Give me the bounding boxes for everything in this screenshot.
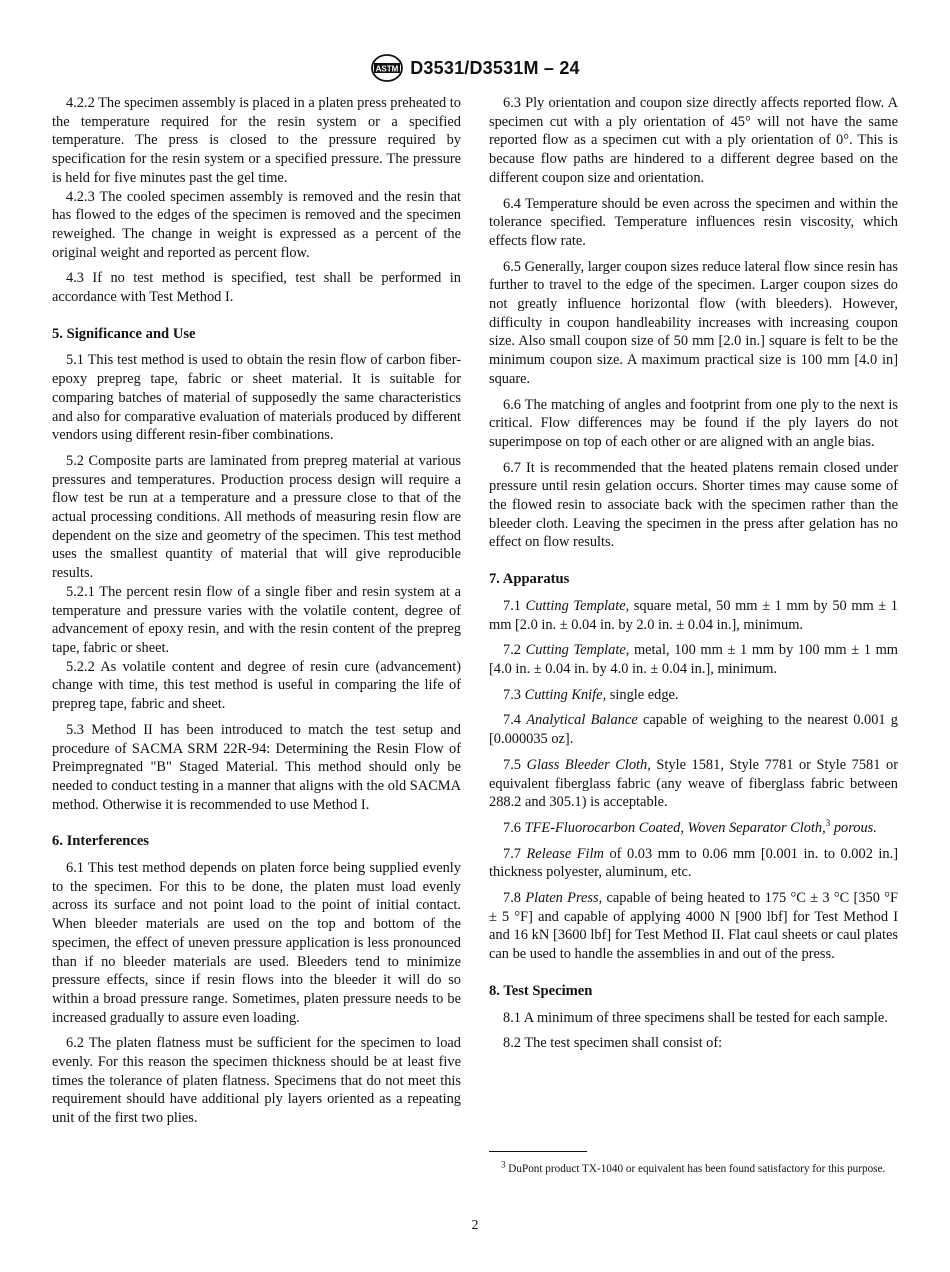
section-7-5: 7.5 Glass Bleeder Cloth, Style 1581, Style 7781 or Style 7581 or equivalent fiberglass fabric (any weave of fiberglass fabric between 288.2 and 305.1) is acceptable. <box>489 756 899 811</box>
section-5-2-1: 5.2.1 The percent resin flow of a single fiber and resin system at a temperature and pressure varies with the volatile content, degree of advancement of epoxy resin, and with the resin content of the prepreg tape, fabric or sheet. <box>52 583 461 656</box>
heading-test-specimen: 8. Test Specimen <box>489 982 593 999</box>
footnote: $^3$ DuPont product TX-1040 or equivalent has been found satisfactory for this purpose. <box>501 1159 886 1175</box>
term-release-film: Release Film <box>526 845 604 862</box>
term-glass-bleeder-cloth: Glass Bleeder Cloth, <box>526 756 651 773</box>
section-6-3: 6.3 Ply orientation and coupon size directly affects reported flow. A specimen cut with a ply orientation of 45° will not have the same reported flow as a specimen cut with a ply orientation of 0°. This is because flow paths are hindered to a different degree based on the different coupon size and orientation. <box>489 95 898 186</box>
astm-logo-icon <box>370 53 404 83</box>
section-7-3: 7.3 Cutting Knife, single edge. <box>503 686 679 703</box>
section-8-1: 8.1 A minimum of three specimens shall be tested for each sample. <box>503 1009 888 1026</box>
left-column <box>52 94 461 1128</box>
footnote-reference[interactable]: 3 <box>825 818 831 829</box>
section-5-2: 5.2 Composite parts are laminated from prepreg material at various pressures and temperatures. Production process design will require a flow test be run at a temperature and a pressure close to that of the actual processing conditions. All methods of measuring resin flow are dependent on the size and geometry of the specimen. This test method uses the smallest quantity of material that will give reproducible results. <box>52 452 461 582</box>
footnote-divider <box>489 1151 587 1152</box>
section-5-3: 5.3 Method II has been introduced to match the test setup and procedure of SACMA SRM 22R-94: Determining the Resin Flow of Preimpregnated "B" Staged Material. This method should only be needed to conduct testing in a manner that aligns with the old SACMA method. Otherwise it is recommended to use Method I. <box>52 721 461 813</box>
section-8-2: 8.2 The test specimen shall consist of: <box>503 1035 723 1052</box>
term-separator-cloth: TFE-Fluorocarbon Coated, Woven Separator Cloth, <box>524 819 826 836</box>
section-6-5: 6.5 Generally, larger coupon sizes reduce lateral flow since resin has further to travel to the edge of the specimen. Larger coupon sizes do not greatly influence horizontal flow (with bleeders). However, difficulty in coupon handleability increases with increasing coupon size. Also small coupon size of 50 mm [2.0 in.] square is felt to be the minimum coupon size. A maximum practical size is 100 mm [4.0 in] square. <box>489 258 898 387</box>
heading-apparatus: 7. Apparatus <box>489 571 570 588</box>
section-6-1: 6.1 This test method depends on platen force being supplied evenly to the specimen. For this to be done, the platen must load evenly across its surface and not point load to the point of initial contact. When bleeder materials are used on the top and bottom of the specimen, the effect of uneven pressure application is less pronounced than if no bleeder materials are used. Bleeders tend to minimize pressure effects, since if resin flows into the bleeder it will do so within a broad pressure range. Sometimes, platen pressure needs to be increased gradually to assure even loading. <box>52 860 461 1026</box>
section-7-2: 7.2 Cutting Template, metal, 100 mm ± 1 mm by 100 mm ± 1 mm [4.0 in. ± 0.04 in. by 4.0 in. ± 0.04 in.], minimum. <box>489 642 898 677</box>
section-4-2-3: 4.2.3 The cooled specimen assembly is removed and the resin that has flowed to the edges of the specimen is removed and the specimen reweighed. The change in weight is expressed as a percent of the original weight and reported as percent flow. <box>52 188 461 261</box>
term-platen-press: Platen Press, <box>525 890 603 907</box>
page-number: 2 <box>471 1218 479 1233</box>
section-5-1: 5.1 This test method is used to obtain the resin flow of carbon fiber-epoxy prepreg tape, fabric or sheet material. It is suitable for comparing batches of material of supposedly the same characteristics and also for comparative evaluation of materials produced by different vendors using different resin-fiber combinations. <box>52 352 461 444</box>
section-4-3: 4.3 If no test method is specified, test shall be performed in accordance with Test Method I. <box>52 270 461 306</box>
section-4-2-2: 4.2.2 The specimen assembly is placed in a platen press preheated to the temperature required for the resin system or a specified temperature. The press is closed to the pressure required by specification for the resin system or a specified pressure. The pressure is held for five minutes past the gel time. <box>52 95 461 186</box>
document-designation: D3531/D3531M – 24 <box>410 57 580 78</box>
section-7-6: 7.6 TFE-Fluorocarbon Coated, Woven Separator Cloth,$^3$ porous. <box>503 818 877 836</box>
section-6-6: 6.6 The matching of angles and footprint from one ply to the next is critical. Flow differences may be found if the ply layers do not superimpose on top of each other or are aligned with an angle bias. <box>489 396 898 450</box>
section-7-4: 7.4 Analytical Balance capable of weighing to the nearest 0.001 g [0.000035 oz]. <box>489 712 898 748</box>
heading-interferences: 6. Interferences <box>52 833 149 850</box>
term-cutting-template: Cutting Template, <box>525 597 630 614</box>
section-7-8: 7.8 Platen Press, capable of being heated to 175 °C ± 3 °C [350 °F ± 5 °F] and capable of applying 4000 N [900 lbf] for Test Method I and 16 kN [3600 lbf] for Test Method II. Flat caul sheets or caul plates can be used to handle the assemblies in and out of the press. <box>489 890 898 963</box>
term-cutting-template-large: Cutting Template, <box>525 642 630 659</box>
term-analytical-balance: Analytical Balance <box>526 712 638 729</box>
section-7-1: 7.1 Cutting Template, square metal, 50 mm ± 1 mm by 50 mm ± 1 mm [2.0 in. ± 0.04 in. by 2.0 in. ± 0.04 in.], minimum. <box>489 597 898 633</box>
section-5-2-2: 5.2.2 As volatile content and degree of resin cure (advancement) change with time, this test method is useful in comparing the life of prepreg tape, fabric and sheet. <box>52 658 461 713</box>
right-column <box>489 94 898 1053</box>
term-cutting-knife: Cutting Knife, <box>524 686 607 703</box>
section-6-7: 6.7 It is recommended that the heated platens remain closed under pressure until resin gelation occurs. Shorter times may cause some of the flowed resin to associate back with the specimen rather than the bleeder cloth. Leaving the specimen in the press after gelation has no effect on flow results. <box>489 459 898 551</box>
page-header <box>0 52 950 84</box>
heading-significance-and-use: 5. Significance and Use <box>52 325 196 342</box>
section-6-4: 6.4 Temperature should be even across the specimen and within the tolerance specified. Temperature influences resin viscosity, which effects flow rate. <box>489 195 898 249</box>
section-7-7: 7.7 Release Film of 0.03 mm to 0.06 mm [0.001 in. to 0.002 in.] thickness polyester, aluminum, etc. <box>489 845 898 881</box>
footnote-marker: 3 <box>501 1159 506 1170</box>
section-6-2: 6.2 The platen flatness must be sufficient for the specimen to load evenly. For this reason the specimen thickness should be at least five times the tolerance of platen flatness. Specimens that do not meet this requirement should have additional ply layers oriented as a repeating unit of the first two plies. <box>52 1035 461 1127</box>
svg-text:ASTM: ASTM <box>375 64 399 74</box>
